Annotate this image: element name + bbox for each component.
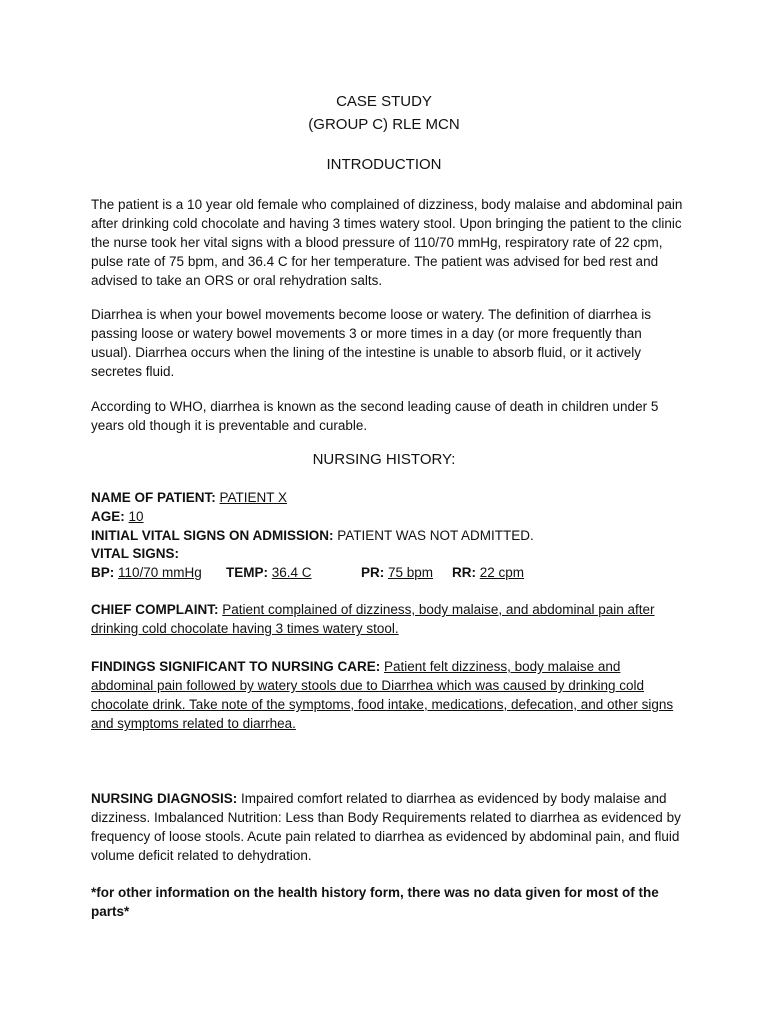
bp-item [91, 563, 202, 582]
nursing-history-heading: NURSING HISTORY: [312, 451, 456, 468]
patient-name-label: NAME OF PATIENT: [91, 490, 216, 505]
patient-name-value: PATIENT X [219, 490, 288, 505]
chief-complaint-value: Patient complained of dizziness, body malaise, and abdominal pain after drinking cold chocolate having 3 times watery stool. [91, 602, 655, 636]
age-label: AGE: [91, 509, 125, 524]
pr-label: PR: [361, 565, 385, 580]
bp-label: BP: [91, 565, 115, 580]
rr-label: RR: [452, 565, 476, 580]
findings-significant [91, 657, 685, 733]
findings-value: Patient felt dizziness, body malaise and abdominal pain followed by watery stools due to Diarrhea which was caused by drinking cold chocolate drink. Take note of the symptoms, food intake, medications, defecation, and other signs and symptoms related to diarrhea. [91, 659, 674, 731]
initial-vital-signs-label: INITIAL VITAL SIGNS ON ADMISSION: [91, 528, 334, 543]
age-row [91, 507, 691, 526]
nursing-diagnosis-label: NURSING DIAGNOSIS: [91, 791, 238, 806]
vital-signs-row [91, 544, 691, 563]
patient-name-row [91, 488, 691, 507]
temp-label: TEMP: [226, 565, 268, 580]
intro-paragraph-3: According to WHO, diarrhea is known as the second leading cause of death in children under 5 years old though it is preventable and curable. [91, 399, 659, 433]
chief-complaint-label: CHIEF COMPLAINT: [91, 602, 219, 617]
bp-value: 110/70 mmHg [118, 565, 202, 580]
initial-vital-signs-value: PATIENT WAS NOT ADMITTED. [337, 528, 534, 543]
vital-signs-label: VITAL SIGNS: [91, 546, 180, 561]
nursing-diagnosis-value: Impaired comfort related to diarrhea as evidenced by body malaise and dizziness. Imbalanced Nutrition: Less than Body Requirements related to diarrhea as evidenced by frequency of loose stools. Acute pain related to diarrhea as evidenced by abdominal pain, and fluid volume deficit related to dehydration. [91, 791, 681, 863]
introduction-heading: INTRODUCTION [326, 156, 442, 173]
document-title: CASE STUDY [336, 93, 432, 110]
pr-item [361, 563, 433, 582]
pr-value: 75 bpm [388, 565, 434, 580]
findings-label: FINDINGS SIGNIFICANT TO NURSING CARE: [91, 659, 381, 674]
temp-item [226, 563, 312, 582]
document-subtitle: (GROUP C) RLE MCN [308, 116, 460, 133]
nursing-diagnosis [91, 789, 685, 865]
age-value: 10 [128, 509, 144, 524]
rr-value: 22 cpm [479, 565, 525, 580]
footnote: *for other information on the health history form, there was no data given for most of the parts* [91, 885, 659, 919]
initial-vital-signs-row [91, 526, 691, 545]
chief-complaint [91, 600, 685, 638]
intro-paragraph-2: Diarrhea is when your bowel movements become loose or watery. The definition of diarrhea is passing loose or watery bowel movements 3 or more times in a day (or more frequently than usual). Diarrhea occurs when the lining of the intestine is unable to absorb fluid, or it actively secretes fluid. [91, 307, 652, 379]
intro-paragraph-1: The patient is a 10 year old female who complained of dizziness, body malaise and abdominal pain after drinking cold chocolate and having 3 times watery stool. Upon bringing the patient to the clinic the nurse took her vital signs with a blood pressure of 110/70 mmHg, respiratory rate of 22 cpm, pulse rate of 75 bpm, and 36.4 C for her temperature. The patient was advised for bed rest and advised to take an ORS or oral rehydration salts. [91, 197, 683, 288]
temp-value: 36.4 C [271, 565, 312, 580]
rr-item [452, 563, 524, 582]
